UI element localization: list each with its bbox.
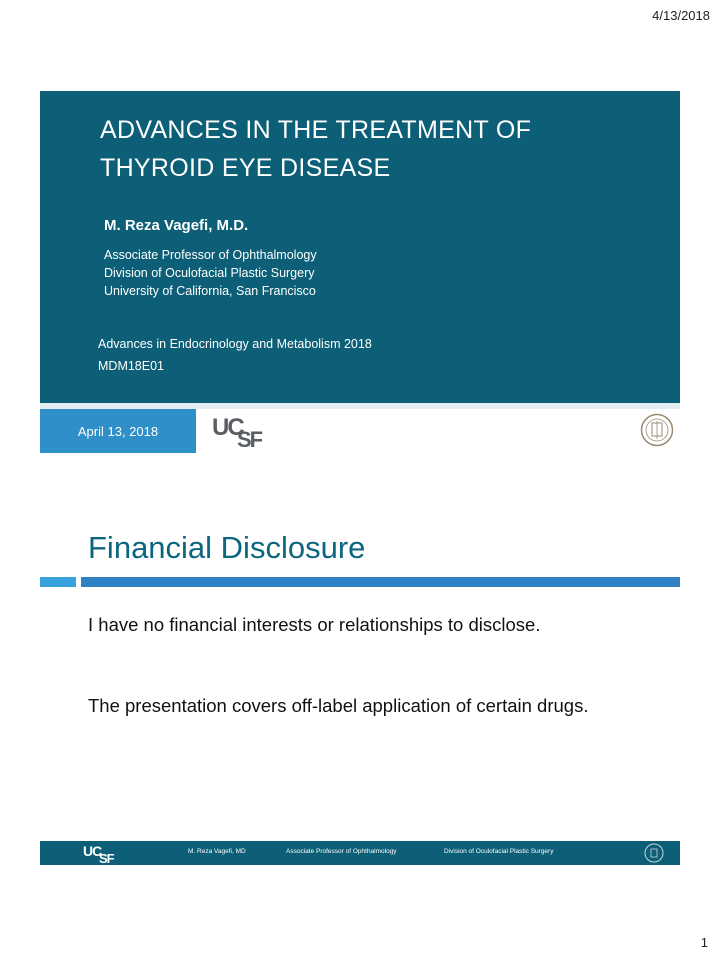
slide-title xyxy=(100,111,660,187)
ucsf-footer-logo xyxy=(82,843,128,863)
ucsf-logo xyxy=(210,413,280,449)
affiliation-line-1: Associate Professor of Ophthalmology xyxy=(104,248,317,262)
disclosure-statement: I have no financial interests or relationships to disclose. xyxy=(88,614,541,635)
affiliation-line-2: Division of Oculofacial Plastic Surgery xyxy=(104,266,315,280)
conference-name: Advances in Endocrinology and Metabolism 2018 xyxy=(98,337,372,351)
slide-title-line-2: THYROID EYE DISEASE xyxy=(100,154,391,182)
title-rule-accent xyxy=(40,577,76,587)
svg-text:SF: SF xyxy=(99,851,114,863)
page-number: 1 xyxy=(700,935,708,950)
affiliation-line-3: University of California, San Francisco xyxy=(104,284,316,298)
page-date: 4/13/2018 xyxy=(652,8,710,23)
slide-footer xyxy=(40,841,680,865)
disclosure-title: Financial Disclosure xyxy=(88,530,366,565)
affiliation xyxy=(104,246,317,300)
slide-title-line-1: ADVANCES IN THE TREATMENT OF xyxy=(100,116,532,144)
svg-text:UC: UC xyxy=(83,843,102,859)
footer-author: M. Reza Vagefi, MD xyxy=(188,848,246,855)
off-label-statement: The presentation covers off-label application of certain drugs. xyxy=(88,695,589,716)
svg-text:UC: UC xyxy=(212,414,243,441)
author-name: M. Reza Vagefi, M.D. xyxy=(104,217,249,234)
footer-position: Associate Professor of Ophthalmology xyxy=(286,848,397,855)
title-slide xyxy=(40,91,680,453)
footer-division: Division of Oculofacial Plastic Surgery xyxy=(444,848,554,855)
presentation-date-box xyxy=(40,409,196,453)
svg-text:SF: SF xyxy=(237,427,262,449)
university-seal-icon xyxy=(640,413,674,447)
footer-seal-icon xyxy=(644,843,664,863)
title-rule xyxy=(81,577,680,587)
course-code: MDM18E01 xyxy=(98,359,164,373)
presentation-date: April 13, 2018 xyxy=(77,423,159,439)
conference-info xyxy=(98,333,372,377)
